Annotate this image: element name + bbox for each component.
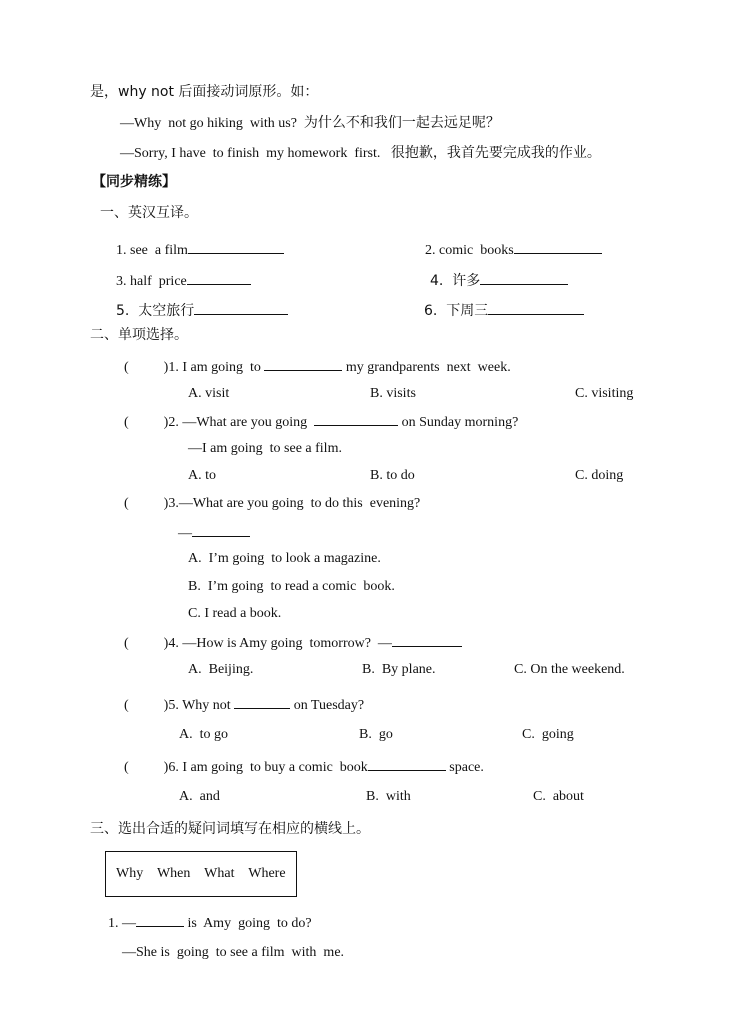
q5-option-b[interactable]: B. go: [359, 727, 393, 742]
q5-stem: [124, 695, 364, 715]
s1-item-6: [424, 301, 584, 321]
q4-option-a[interactable]: A. Beijing.: [188, 662, 254, 677]
q4-option-c[interactable]: C. On the weekend.: [514, 662, 625, 677]
q2-stem-b: on Sunday morning?: [398, 415, 519, 430]
q3-dash: —: [178, 526, 192, 541]
q3-stem-text: 3.—What are you going to do this evening?: [168, 496, 421, 511]
answer-blank[interactable]: [187, 271, 251, 285]
word-bank: [116, 865, 286, 883]
q1-stem-a: 1. I am going to: [168, 360, 265, 375]
q4-option-b[interactable]: B. By plane.: [362, 662, 436, 677]
s1-item-1: [116, 240, 284, 260]
answer-blank[interactable]: [188, 240, 284, 254]
s3-q1: [108, 913, 312, 933]
q2-stem: [124, 412, 518, 432]
answer-paren[interactable]: ( ): [124, 698, 169, 713]
word-why: Why: [116, 866, 144, 881]
answer-paren[interactable]: ( ): [124, 496, 169, 511]
q3-option-c[interactable]: C. I read a book.: [188, 606, 282, 621]
example-question: —Why not go hiking with us? 为什么不和我们一起去远足呢？: [120, 116, 500, 131]
answer-blank[interactable]: [194, 301, 288, 315]
s1-item-2: [425, 240, 602, 260]
q4-stem-text: 4. —How is Amy going tomorrow? —: [168, 636, 392, 651]
q6-option-b[interactable]: B. with: [366, 789, 411, 804]
q5-option-c[interactable]: C. going: [522, 727, 574, 742]
answer-blank[interactable]: [314, 412, 398, 426]
s1-item-1-label: 1. see a film: [116, 243, 188, 258]
answer-blank[interactable]: [136, 913, 184, 927]
q3-option-b[interactable]: B. I’m going to read a comic book.: [188, 579, 395, 594]
answer-blank[interactable]: [480, 271, 568, 285]
s1-item-4: [430, 271, 568, 291]
q3-answer-line: [178, 523, 250, 543]
answer-paren[interactable]: ( ): [124, 415, 169, 430]
s3-q1-suffix: is Amy going to do?: [184, 916, 312, 931]
s3-q1-reply: —She is going to see a film with me.: [122, 945, 345, 960]
example-answer: —Sorry, I have to finish my homework first. 很抱歉，我首先要完成我的作业。: [120, 146, 601, 161]
answer-blank[interactable]: [264, 357, 342, 371]
q3-option-a[interactable]: A. I’m going to look a magazine.: [188, 551, 381, 566]
s1-item-5-label: 5. 太空旅行: [116, 303, 195, 319]
q5-stem-b: on Tuesday?: [290, 698, 365, 713]
section3-title: 三、选出合适的疑问词填写在相应的横线上。: [90, 821, 370, 837]
answer-blank[interactable]: [514, 240, 602, 254]
q2-reply: —I am going to see a film.: [188, 441, 342, 456]
answer-blank[interactable]: [392, 633, 462, 647]
s1-item-6-label: 6. 下周三: [424, 303, 489, 319]
practice-header: 【同步精练】: [92, 174, 176, 190]
answer-paren[interactable]: ( ): [124, 760, 169, 775]
q3-stem: [124, 495, 420, 513]
s1-item-5: [116, 301, 288, 321]
s1-item-2-label: 2. comic books: [425, 243, 514, 258]
q1-option-b[interactable]: B. visits: [370, 386, 416, 401]
q1-option-a[interactable]: A. visit: [188, 386, 230, 401]
answer-paren[interactable]: ( ): [124, 636, 169, 651]
q2-option-c[interactable]: C. doing: [575, 468, 624, 483]
q6-option-a[interactable]: A. and: [179, 789, 220, 804]
q4-stem: [124, 633, 462, 653]
word-bank-box: [105, 851, 297, 897]
q6-stem-b: space.: [445, 760, 484, 775]
word-where: Where: [248, 866, 286, 881]
answer-blank[interactable]: [488, 301, 584, 315]
answer-blank[interactable]: [192, 523, 250, 537]
word-when: When: [156, 866, 191, 881]
q5-option-a[interactable]: A. to go: [179, 727, 228, 742]
q6-stem-a: 6. I am going to buy a comic book: [168, 760, 368, 775]
q1-stem: [124, 357, 511, 377]
q1-option-c[interactable]: C. visiting: [575, 386, 634, 401]
s1-item-4-label: 4. 许多: [430, 273, 481, 289]
q6-stem: [124, 757, 484, 777]
answer-blank[interactable]: [234, 695, 290, 709]
q1-stem-b: my grandparents next week.: [342, 360, 511, 375]
q5-stem-a: 5. Why not: [168, 698, 235, 713]
q2-option-b[interactable]: B. to do: [370, 468, 415, 483]
word-what: What: [204, 866, 235, 881]
s1-item-3-label: 3. half price: [116, 274, 187, 289]
q2-option-a[interactable]: A. to: [188, 468, 216, 483]
q2-stem-a: 2. —What are you going: [168, 415, 315, 430]
answer-paren[interactable]: ( ): [124, 360, 169, 375]
s1-item-3: [116, 271, 251, 291]
intro-line: 是，why not 后面接动词原形。如：: [90, 84, 319, 100]
section1-title: 一、英汉互译。: [100, 205, 198, 221]
q6-option-c[interactable]: C. about: [533, 789, 584, 804]
answer-blank[interactable]: [368, 757, 446, 771]
section2-title: 二、单项选择。: [90, 327, 188, 343]
s3-q1-prefix: 1. —: [108, 916, 136, 931]
